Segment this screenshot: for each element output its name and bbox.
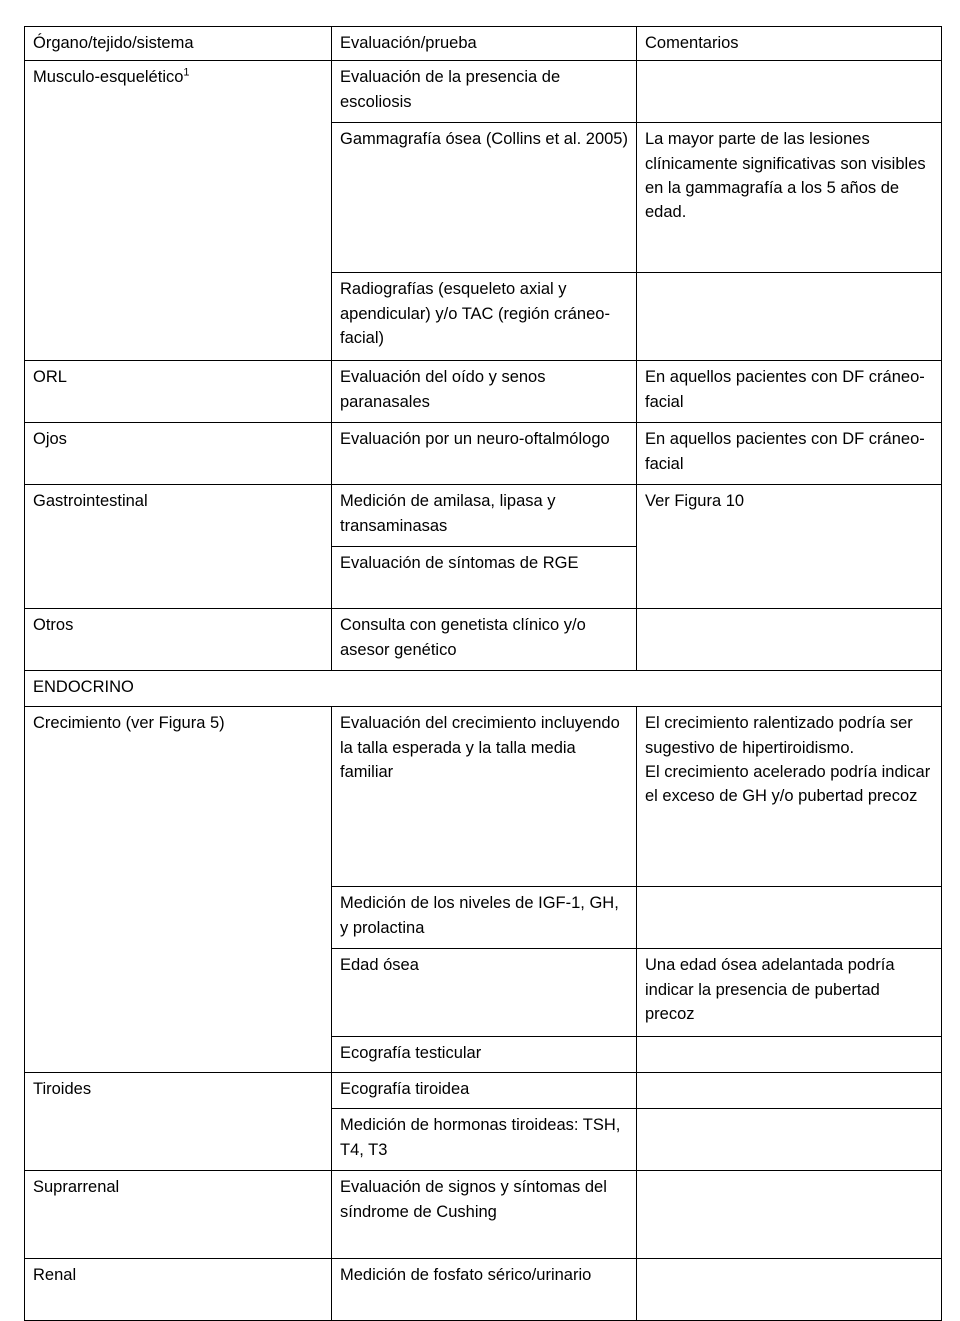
table-section-row [25,671,942,707]
organ-cell-tiroides: Tiroides [25,1073,332,1171]
evaluation-cell: Evaluación de la presencia de escoliosis [332,61,637,123]
comments-cell [637,61,942,123]
comments-cell [637,1171,942,1259]
evaluation-cell: Evaluación de síntomas de RGE [332,547,637,609]
comments-cell [637,707,942,887]
table-header-row [25,27,942,61]
evaluation-cell: Gammagrafía ósea (Collins et al. 2005) [332,123,637,273]
evaluation-cell: Medición de hormonas tiroideas: TSH, T4, T3 [332,1109,637,1171]
table-row [25,423,942,485]
table-row [25,1259,942,1321]
column-header-comments: Comentarios [637,27,942,61]
comments-cell [637,1037,942,1073]
table-row [25,485,942,547]
table-row [25,1073,942,1109]
evaluation-cell: Ecografía tiroidea [332,1073,637,1109]
comments-cell: Una edad ósea adelantada podría indicar la presencia de pubertad precoz [637,949,942,1037]
comments-cell: En aquellos pacientes con DF cráneo-facial [637,423,942,485]
evaluation-cell: Evaluación de signos y síntomas del síndrome de Cushing [332,1171,637,1259]
comments-cell: La mayor parte de las lesiones clínicamente significativas son visibles en la gammagrafía a los 5 años de edad. [637,123,942,273]
organ-cell-crecimiento: Crecimiento (ver Figura 5) [25,707,332,1073]
evaluation-cell: Medición de los niveles de IGF-1, GH, y prolactina [332,887,637,949]
evaluation-cell: Evaluación del crecimiento incluyendo la talla esperada y la talla media familiar [332,707,637,887]
comments-cell [637,1109,942,1171]
table-row [25,61,942,123]
table-row [25,707,942,887]
organ-cell-otros: Otros [25,609,332,671]
comments-cell [637,1259,942,1321]
evaluation-cell: Radiografías (esqueleto axial y apendicular) y/o TAC (región cráneo-facial) [332,273,637,361]
column-header-organ: Órgano/tejido/sistema [25,27,332,61]
organ-cell-orl: ORL [25,361,332,423]
organ-cell-renal: Renal [25,1259,332,1321]
comments-cell [637,1073,942,1109]
comments-cell: Ver Figura 10 [637,485,942,609]
column-header-evaluation: Evaluación/prueba [332,27,637,61]
comments-line-2: El crecimiento acelerado podría indicar el exceso de GH y/o pubertad precoz [645,762,931,805]
table-row [25,1171,942,1259]
table-row [25,609,942,671]
organ-cell-musculoesqueletico [25,61,332,361]
evaluation-cell: Edad ósea [332,949,637,1037]
comments-line-1: El crecimiento ralentizado podría ser sugestivo de hipertiroidismo. [645,714,913,757]
evaluation-cell: Evaluación por un neuro-oftalmólogo [332,423,637,485]
section-header-endocrino: ENDOCRINO [25,671,942,707]
clinical-evaluation-table [24,26,942,1321]
comments-cell: En aquellos pacientes con DF cráneo-facial [637,361,942,423]
organ-cell-gastrointestinal: Gastrointestinal [25,485,332,609]
organ-cell-ojos: Ojos [25,423,332,485]
organ-label: Musculo-esquelético [33,68,184,87]
evaluation-cell: Consulta con genetista clínico y/o asesor genético [332,609,637,671]
comments-cell [637,273,942,361]
footnote-marker: 1 [183,66,190,79]
evaluation-cell: Medición de amilasa, lipasa y transaminasas [332,485,637,547]
organ-cell-suprarrenal: Suprarrenal [25,1171,332,1259]
comments-cell [637,609,942,671]
comments-cell [637,887,942,949]
evaluation-cell: Evaluación del oído y senos paranasales [332,361,637,423]
table-row [25,361,942,423]
evaluation-cell: Medición de fosfato sérico/urinario [332,1259,637,1321]
evaluation-cell: Ecografía testicular [332,1037,637,1073]
